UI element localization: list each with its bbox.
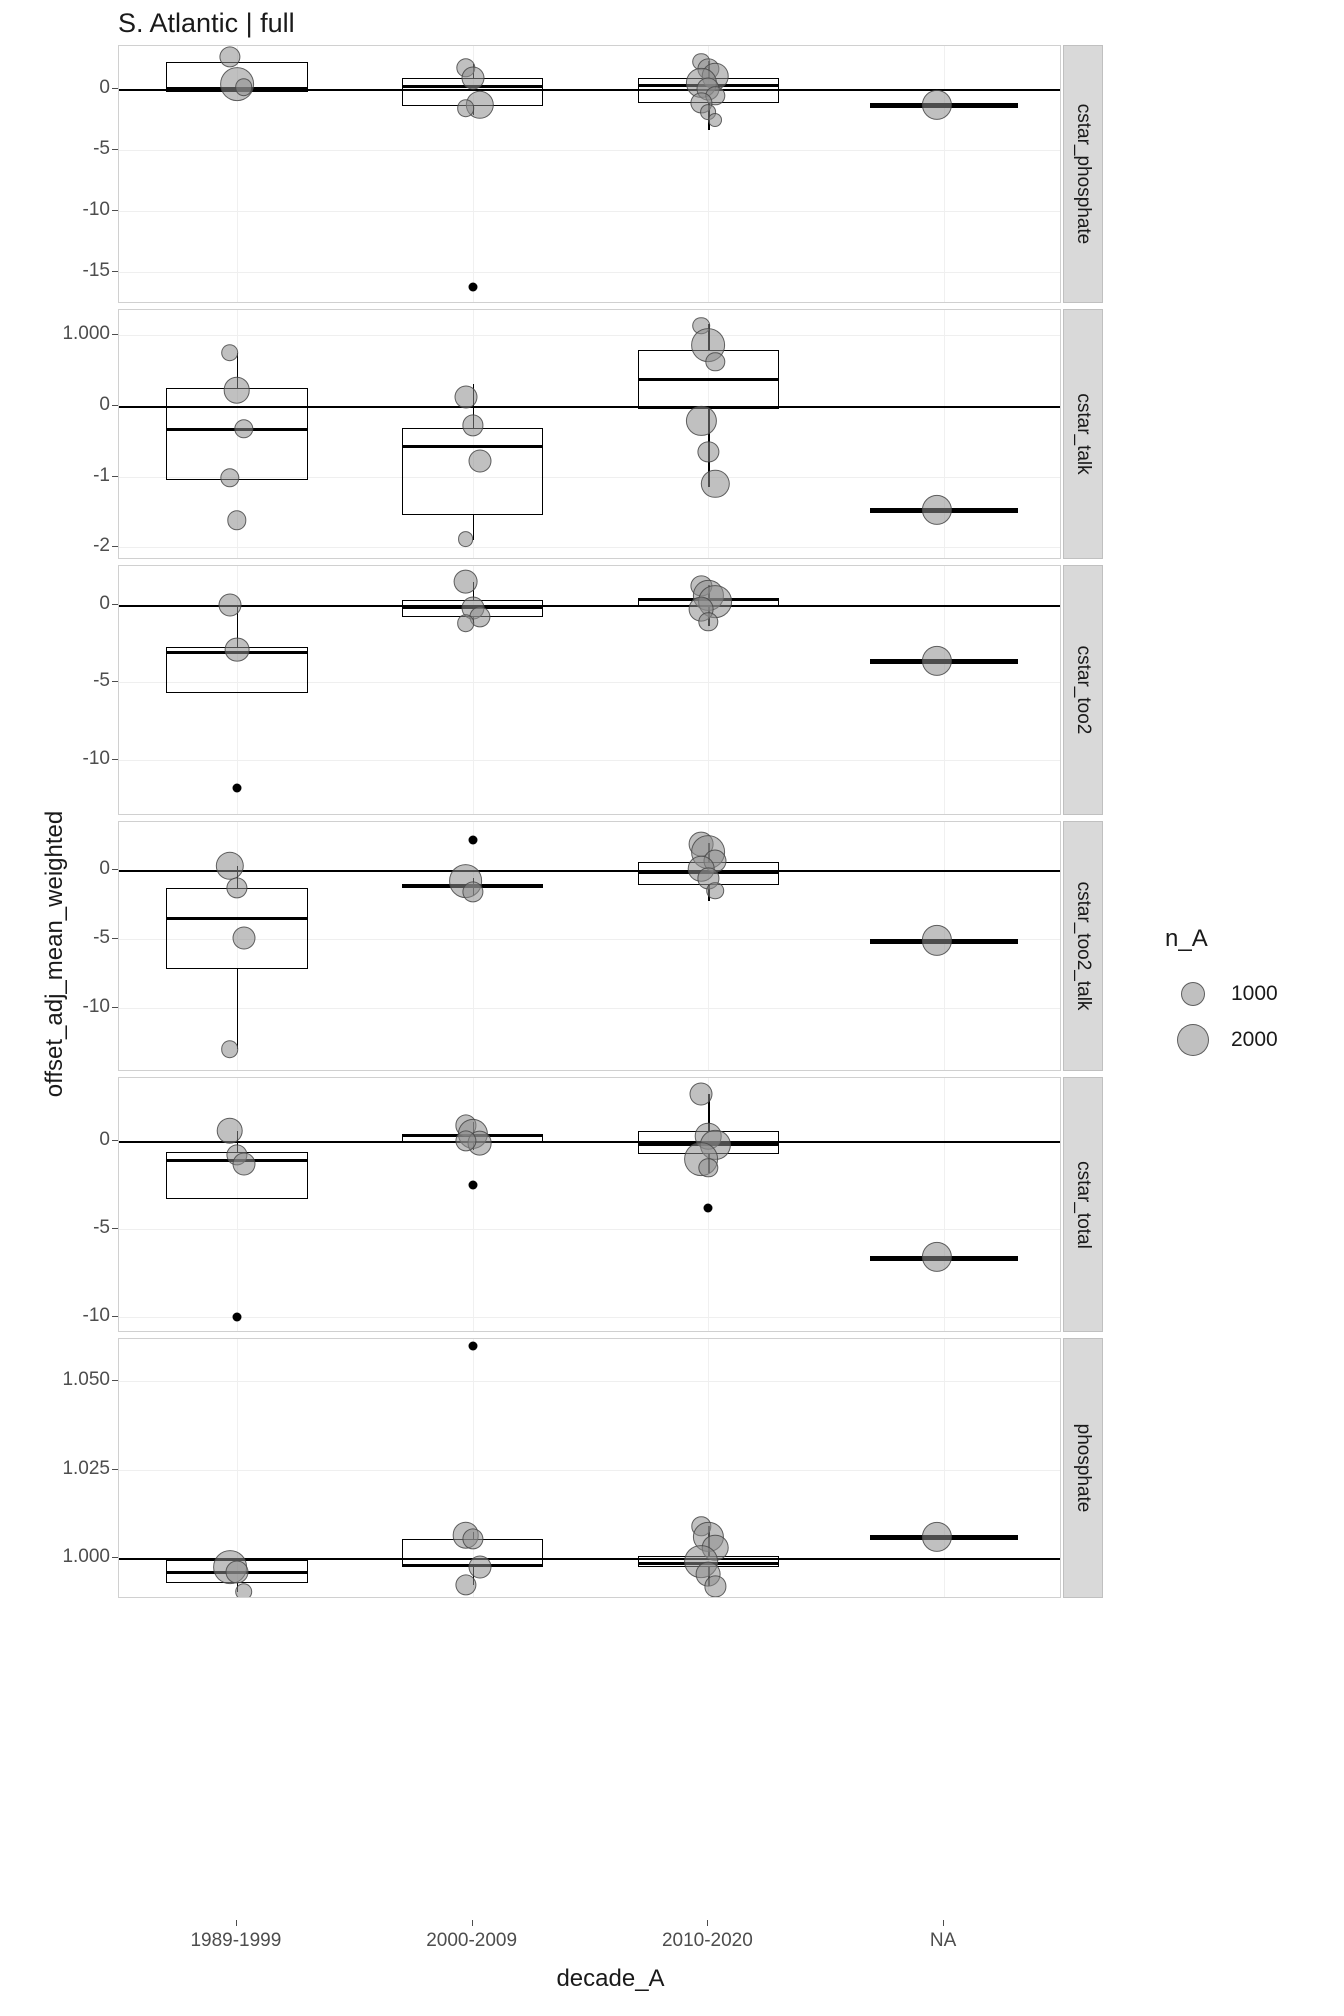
data-point — [922, 645, 952, 675]
y-axis-label: offset_adj_mean_weighted — [41, 810, 68, 1098]
y-tick-label: 1.000 — [62, 322, 110, 344]
gridline-horizontal — [119, 1317, 1060, 1318]
data-point — [218, 593, 241, 616]
gridline-vertical — [944, 46, 945, 302]
legend-label: 2000 — [1231, 1028, 1278, 1051]
x-axis-label: decade_A — [556, 1965, 665, 1992]
data-point — [227, 511, 246, 530]
data-point — [457, 99, 475, 117]
plot-pane — [118, 821, 1061, 1071]
x-tick-mark — [472, 1920, 473, 1926]
y-tick-label: 1.050 — [62, 1369, 110, 1391]
plot-pane — [118, 309, 1061, 559]
y-tick-label: -10 — [82, 747, 110, 769]
facet-panels — [62, 45, 1103, 1915]
facet-panel — [82, 565, 1103, 815]
facet-strip — [1063, 309, 1103, 559]
gridline-vertical — [237, 1078, 238, 1331]
y-tick-label: -5 — [93, 927, 110, 949]
gridline-horizontal — [119, 547, 1060, 548]
legend-key — [1165, 982, 1221, 1006]
y-tick-label: -10 — [82, 1304, 110, 1326]
gridline-vertical — [473, 822, 474, 1070]
data-point — [922, 925, 952, 955]
reference-line — [119, 1141, 1060, 1143]
data-point — [701, 469, 729, 497]
plot-pane — [118, 565, 1061, 815]
outlier-point — [232, 783, 241, 792]
boxplot-median — [402, 445, 543, 448]
data-point — [224, 637, 249, 662]
data-point — [705, 1576, 726, 1597]
y-tick-label: -5 — [93, 137, 110, 159]
legend-key — [1165, 1024, 1221, 1056]
y-tick-label: 1.000 — [62, 1546, 110, 1568]
y-tick-label: 0 — [99, 858, 110, 880]
legend-item — [1165, 971, 1335, 1017]
y-tick-label: 1.025 — [62, 1457, 110, 1479]
data-point — [454, 386, 477, 409]
data-point — [217, 1117, 244, 1144]
facet-strip — [1063, 1338, 1103, 1598]
gridline-horizontal — [119, 1008, 1060, 1009]
facet-strip-label: cstar_total — [1073, 1160, 1094, 1249]
facet-panel — [82, 1077, 1103, 1332]
facet-strip — [1063, 45, 1103, 303]
facet-panel — [62, 1338, 1103, 1598]
data-point — [462, 882, 483, 903]
outlier-point — [468, 835, 477, 844]
y-tick-label: -10 — [82, 198, 110, 220]
boxplot-box — [402, 428, 543, 515]
data-point — [235, 79, 253, 97]
facet-panel — [62, 309, 1103, 559]
x-tick-label: NA — [929, 1930, 957, 1951]
y-tick-label: 0 — [99, 592, 110, 614]
gridline-horizontal — [119, 1229, 1060, 1230]
boxplot-median — [166, 917, 307, 920]
y-tick-label: -2 — [93, 535, 110, 557]
boxplot-whisker — [237, 969, 239, 1049]
outlier-point — [468, 283, 477, 292]
legend-item — [1165, 1017, 1335, 1063]
y-tick-label: 0 — [99, 393, 110, 415]
reference-line — [119, 605, 1060, 607]
data-point — [232, 926, 255, 949]
data-point — [224, 377, 251, 404]
x-tick-label: 2000-2009 — [426, 1930, 518, 1951]
gridline-horizontal — [119, 211, 1060, 212]
reference-line — [119, 870, 1060, 872]
facet-strip-label: cstar_phosphate — [1073, 103, 1094, 245]
facet-strip-label: phosphate — [1073, 1423, 1094, 1513]
data-point — [699, 612, 718, 631]
legend-point-icon — [1177, 1024, 1209, 1056]
gridline-horizontal — [119, 1381, 1060, 1382]
y-tick-label: 0 — [99, 1129, 110, 1151]
plot-pane — [118, 1338, 1061, 1598]
data-point — [461, 66, 484, 89]
data-point — [457, 615, 475, 633]
gridline-horizontal — [119, 150, 1060, 151]
facet-panel — [82, 821, 1103, 1071]
facet-strip — [1063, 821, 1103, 1071]
outlier-point — [232, 1312, 241, 1321]
y-tick-label: -1 — [93, 464, 110, 486]
outlier-point — [704, 1204, 713, 1213]
y-tick-label: 0 — [99, 76, 110, 98]
legend-title: n_A — [1165, 925, 1208, 952]
gridline-horizontal — [119, 272, 1060, 273]
data-point — [232, 1153, 255, 1176]
data-point — [922, 1242, 952, 1272]
x-tick-label: 2010-2020 — [661, 1930, 753, 1951]
gridline-horizontal — [119, 760, 1060, 761]
y-tick-label: -15 — [82, 259, 110, 281]
legend-label: 1000 — [1231, 982, 1278, 1005]
plot-pane — [118, 45, 1061, 303]
x-tick-mark — [236, 1920, 237, 1926]
legend — [1165, 925, 1335, 1063]
plot-pane — [118, 1077, 1061, 1332]
data-point — [707, 882, 725, 900]
data-point — [216, 852, 244, 880]
data-point — [699, 1158, 718, 1177]
x-tick-label: 1989-1999 — [190, 1930, 282, 1951]
data-point — [221, 1041, 239, 1059]
x-tick-mark — [707, 1920, 708, 1926]
gridline-vertical — [944, 566, 945, 814]
facet-strip-label: cstar_talk — [1073, 393, 1094, 475]
y-tick-label: -5 — [93, 1217, 110, 1239]
page-title: S. Atlantic | full — [118, 8, 295, 38]
facet-strip — [1063, 1077, 1103, 1332]
y-tick-label: -5 — [93, 670, 110, 692]
facet-strip-label: cstar_too2 — [1073, 645, 1094, 735]
outlier-point — [468, 1181, 477, 1190]
gridline-vertical — [944, 1078, 945, 1331]
data-point — [686, 406, 716, 436]
gridline-horizontal — [119, 1470, 1060, 1471]
x-axis — [118, 1920, 1061, 1960]
outlier-point — [468, 1342, 477, 1351]
boxplot-median — [638, 378, 779, 381]
data-point — [468, 449, 491, 472]
facet-panel — [82, 45, 1103, 303]
data-point — [458, 531, 474, 547]
facet-strip — [1063, 565, 1103, 815]
data-point — [225, 1561, 248, 1584]
data-point — [235, 1583, 253, 1598]
data-point — [708, 113, 722, 127]
data-point — [221, 344, 239, 362]
data-point — [922, 1522, 952, 1552]
x-tick-mark — [943, 1920, 944, 1926]
data-point — [922, 495, 952, 525]
gridline-horizontal — [119, 335, 1060, 336]
data-point — [922, 89, 952, 119]
data-point — [453, 569, 478, 594]
data-point — [698, 441, 719, 462]
facet-strip-label: cstar_too2_talk — [1073, 881, 1094, 1011]
gridline-vertical — [473, 1078, 474, 1331]
y-tick-label: -10 — [82, 996, 110, 1017]
legend-point-icon — [1181, 982, 1205, 1006]
data-point — [690, 1082, 713, 1105]
